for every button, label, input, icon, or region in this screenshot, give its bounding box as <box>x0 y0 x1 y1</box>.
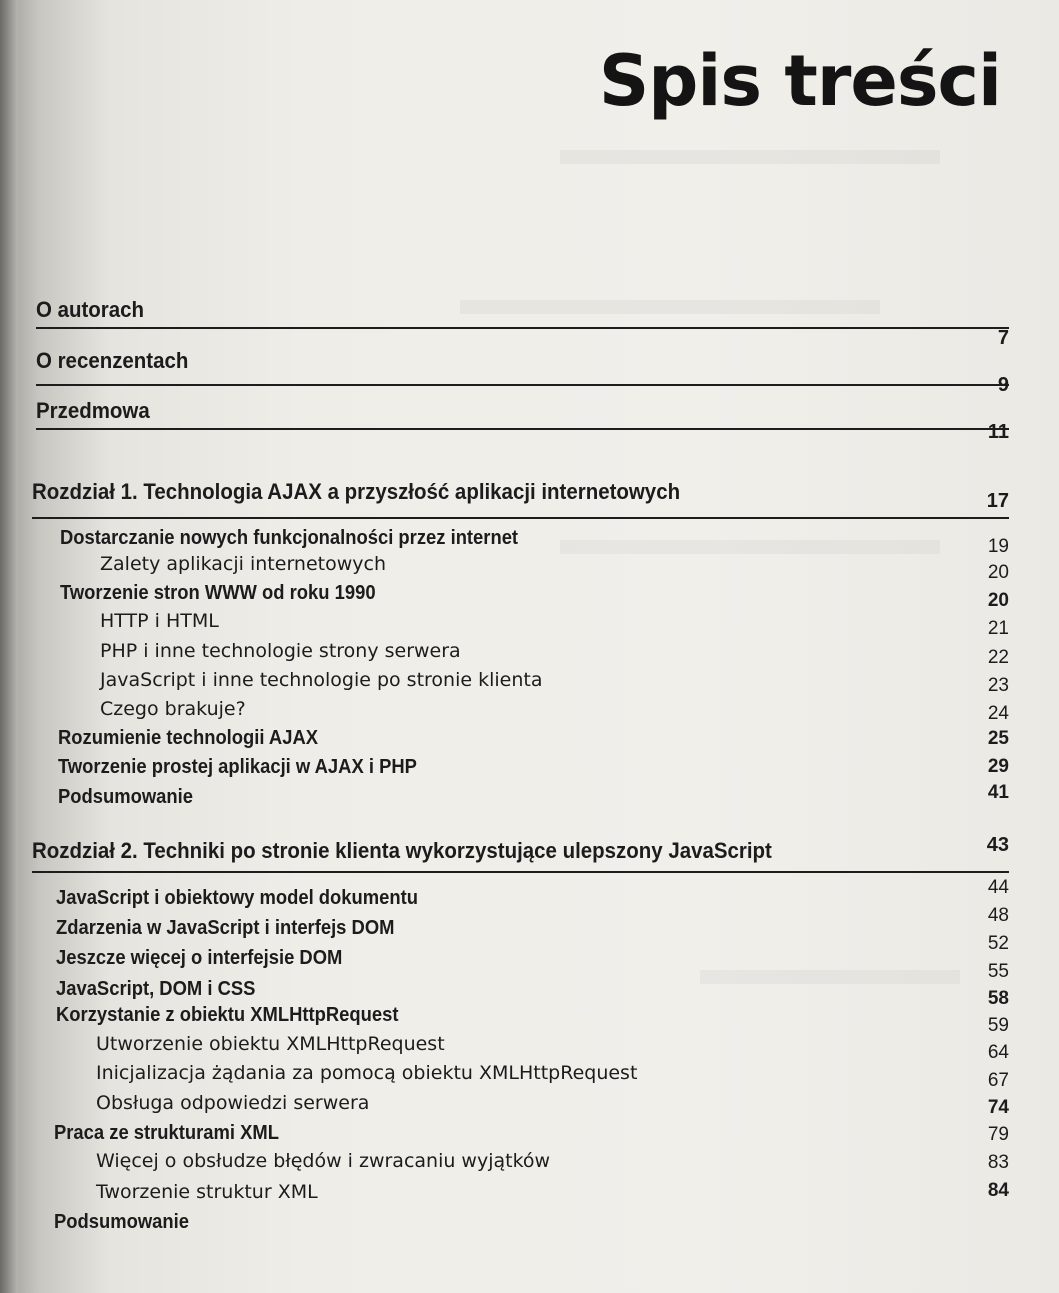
toc-page-number: 11 <box>987 421 1009 443</box>
toc-page-number: 20 <box>987 562 1009 583</box>
toc-entry-label: Inicjalizacja żądania za pomocą obiektu XMLHttpRequest <box>96 1062 638 1084</box>
toc-section <box>0 727 1009 753</box>
toc-section <box>0 933 1009 973</box>
toc-section <box>0 905 1009 943</box>
page-title: Spis treści <box>598 40 1001 122</box>
toc-section <box>0 756 1009 782</box>
toc-page-number: 29 <box>987 756 1009 777</box>
toc-page-number: 21 <box>987 618 1009 639</box>
entry-rule <box>36 384 1009 386</box>
toc-entry-label: Praca ze strukturami XML <box>54 1122 279 1144</box>
toc-section <box>0 961 1009 1004</box>
toc-entry-label: Zalety aplikacji internetowych <box>100 553 386 575</box>
toc-page-number: 59 <box>987 1015 1009 1036</box>
bleed-through <box>560 150 940 164</box>
chapter-rule <box>32 517 1009 519</box>
toc-page-number: 55 <box>987 961 1009 982</box>
toc-entry-label: Zdarzenia w JavaScript i interfejs DOM <box>56 917 395 939</box>
toc-page-number: 43 <box>986 834 1009 856</box>
toc-page-number: 52 <box>987 933 1009 954</box>
toc-chapter-heading <box>32 479 1009 529</box>
toc-subsection <box>0 553 1009 583</box>
toc-entry-label: Utworzenie obiektu XMLHttpRequest <box>96 1033 445 1055</box>
toc-page-number: 20 <box>987 590 1009 611</box>
toc-subsection <box>0 610 1009 639</box>
toc-entry-label: O autorach <box>36 297 145 322</box>
toc-page-number: 23 <box>987 675 1009 696</box>
toc-page-number: 67 <box>987 1070 1009 1091</box>
toc-subsection <box>0 698 1009 724</box>
toc-entry-label: JavaScript, DOM i CSS <box>56 978 256 1000</box>
chapter-rule <box>32 871 1009 873</box>
toc-entry-label: HTTP i HTML <box>100 610 219 632</box>
toc-page-number: 17 <box>986 490 1009 512</box>
toc-entry-label: PHP i inne technologie strony serwera <box>100 640 461 662</box>
toc-page-number: 74 <box>987 1097 1009 1118</box>
toc-page-number: 84 <box>987 1180 1009 1201</box>
toc-entry-label: Dostarczanie nowych funkcjonalności przez internet <box>60 527 519 549</box>
toc-section <box>0 877 1009 913</box>
toc-subsection <box>0 640 1009 666</box>
toc-page-number: 25 <box>987 728 1009 749</box>
toc-entry-label: Korzystanie z obiektu XMLHttpRequest <box>56 1004 399 1026</box>
toc-entry-label: Tworzenie struktur XML <box>96 1181 318 1203</box>
toc-entry-label: JavaScript i inne technologie po stronie klienta <box>100 669 543 691</box>
toc-entry-label: Podsumowanie <box>54 1211 189 1233</box>
toc-page-number: 48 <box>987 905 1009 926</box>
toc-page-number: 83 <box>987 1152 1009 1173</box>
toc-page-number: 58 <box>987 988 1009 1009</box>
toc-entry-label: Tworzenie stron WWW od roku 1990 <box>60 582 376 604</box>
toc-page-number: 41 <box>987 782 1009 803</box>
toc-page-number: 64 <box>987 1042 1009 1063</box>
toc-page-number: 24 <box>987 703 1009 724</box>
chapter-title: Rozdział 1. Technologia AJAX a przyszłość aplikacji internetowych <box>32 479 681 504</box>
entry-rule <box>36 428 1009 430</box>
toc-entry-label: Więcej o obsłudze błędów i zwracaniu wyjątków <box>96 1150 551 1172</box>
toc-entry-label: Tworzenie prostej aplikacji w AJAX i PHP <box>58 756 417 778</box>
toc-page-number: 19 <box>987 536 1009 557</box>
toc-section <box>0 527 1009 557</box>
toc-page-number: 79 <box>987 1124 1009 1145</box>
toc-entry-label: Rozumienie technologii AJAX <box>58 727 319 749</box>
toc-entry-label: JavaScript i obiektowy model dokumentu <box>56 887 418 909</box>
toc-entry-label: O recenzentach <box>36 348 189 373</box>
toc-entry-label: Podsumowanie <box>58 786 193 808</box>
chapter-title: Rozdział 2. Techniki po stronie klienta wykorzystujące ulepszony JavaScript <box>32 838 772 863</box>
toc-page-number: 7 <box>997 327 1009 349</box>
toc-subsection <box>0 669 1009 695</box>
toc-chapter-heading <box>32 834 1009 888</box>
toc-entry-label: Jeszcze więcej o interfejsie DOM <box>56 947 343 969</box>
toc-entry-label: Obsługa odpowiedzi serwera <box>96 1092 370 1114</box>
toc-section <box>0 582 1009 611</box>
toc-entry-label: Przedmowa <box>36 398 150 423</box>
toc-section <box>0 782 1009 812</box>
toc-front-entry <box>36 398 1009 458</box>
entry-rule <box>36 327 1009 329</box>
toc-entry-label: Czego brakuje? <box>100 698 246 720</box>
toc-page-number: 9 <box>997 374 1009 396</box>
toc-page-number: 44 <box>987 877 1009 898</box>
toc-page-number: 22 <box>987 647 1009 668</box>
